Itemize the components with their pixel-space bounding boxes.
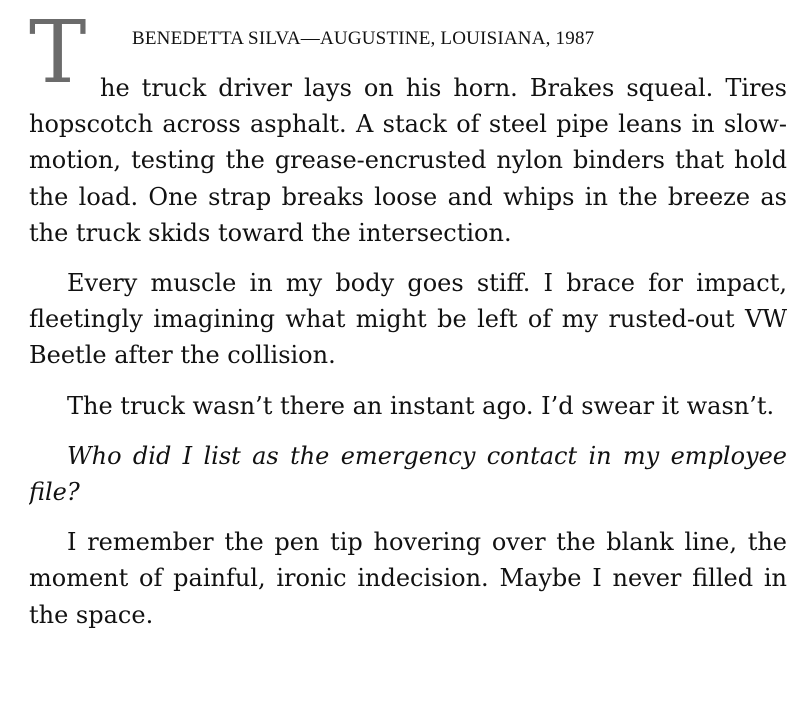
paragraph-5: I remember the pen tip hovering over the blank line, the moment of painful, ironic indecision. Maybe I never filled in the space. bbox=[29, 528, 787, 629]
chapter-opening bbox=[29, 14, 787, 251]
paragraph-1: he truck driver lays on his horn. Brakes squeal. Tires hopscotch across asphalt. A stack of steel pipe leans in slow-motion, testing the grease-encrusted nylon binders that hold the load. One strap breaks loose and whips in the breeze as the truck skids toward the intersection. bbox=[29, 74, 787, 247]
book-page bbox=[29, 14, 787, 704]
chapter-heading: BENEDETTA SILVA—AUGUSTINE, LOUISIANA, 1987 bbox=[132, 28, 595, 49]
paragraph-2: Every muscle in my body goes stiff. I brace for impact, fleetingly imagining what might be left of my rusted-out VW Beetle after the collision. bbox=[29, 269, 787, 370]
drop-cap: T bbox=[29, 14, 87, 103]
paragraph-3: The truck wasn’t there an instant ago. I’d swear it wasn’t. bbox=[67, 391, 775, 420]
paragraph-4-italic: Who did I list as the emergency contact in my employee file? bbox=[29, 441, 787, 507]
